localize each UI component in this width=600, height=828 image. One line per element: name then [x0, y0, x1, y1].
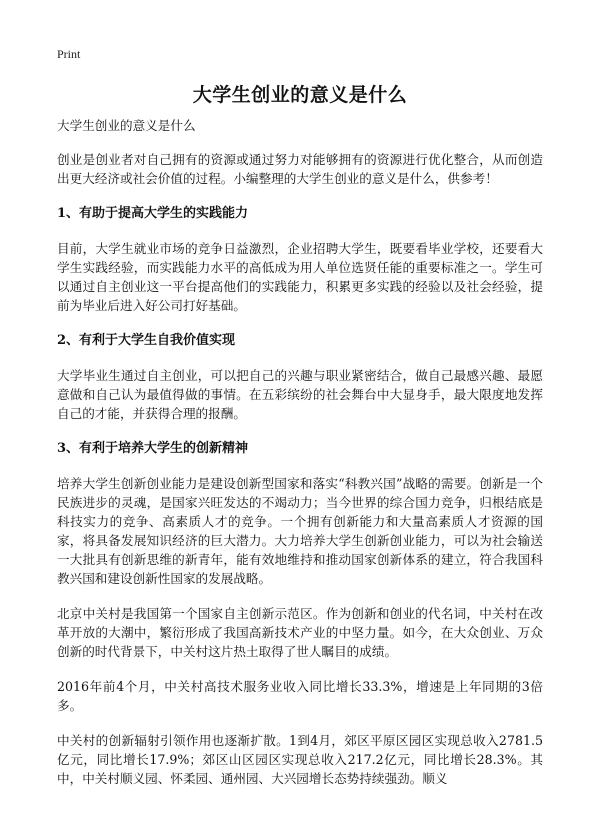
section-heading-3: 3、有利于培养大学生的创新精神 — [57, 441, 249, 456]
document-title: 大学生创业的意义是什么 — [192, 84, 408, 106]
section-3-paragraph-2: 北京中关村是我国第一个国家自主创新示范区。作为创新和创业的代名词，中关村在改革开放的大潮中，繁衍形成了我国高新技术产业的中坚力量。如今，在大众创业、万众创新的时代背景下，中关村这片热土取得了世人瞩目的成绩。 — [57, 606, 543, 659]
section-2-paragraph-1: 大学毕业生通过自主创业，可以把自己的兴趣与职业紧密结合，做自己最感兴趣、最愿意做和自己认为最值得做的事情。在五彩缤纷的社会舞台中大显身手，最大限度地发挥自己的才能，并获得合理的报酬。 — [57, 368, 543, 421]
print-link[interactable]: Print — [57, 47, 81, 61]
section-3-paragraph-3: 2016年前4个月，中关村高技术服务业收入同比增长33.3%，增速是上年同期的3倍多。 — [57, 679, 543, 713]
section-3-paragraph-1: 培养大学生创新创业能力是建设创新型国家和落实“科教兴国”战略的需要。创新是一个民族进步的灵魂，是国家兴旺发达的不竭动力；当今世界的综合国力竞争，归根结底是科技实力的竞争、高素质人才的竞争。一个拥有创新能力和大量高素质人才资源的国家，将具备发展知识经济的巨大潜力。大力培养大学生创新创业能力，可以为社会输送一大批具有创新思维的新青年，能有效地维持和推动国家创新体系的建立，符合我国科教兴国和建设创新性国家的发展战略。 — [57, 476, 543, 586]
intro-paragraph: 创业是创业者对自己拥有的资源或通过努力对能够拥有的资源进行优化整合，从而创造出更大经济或社会价值的过程。小编整理的大学生创业的意义是什么，供参考！ — [57, 152, 543, 186]
document-subtitle: 大学生创业的意义是什么 — [57, 118, 196, 133]
document-body — [57, 116, 543, 804]
section-heading-1: 1、有助于提高大学生的实践能力 — [57, 206, 249, 221]
section-1-paragraph-1: 目前，大学生就业市场的竞争日益激烈，企业招聘大学生，既要看毕业学校，还要看大学生实践经验，而实践能力水平的高低成为用人单位选贤任能的重要标准之一。学生可以通过自主创业这一平台提高他们的实践能力，积累更多实践的经验以及社会经验，提前为毕业后进入好公司打好基础。 — [57, 241, 543, 313]
section-heading-2: 2、有利于大学生自我价值实现 — [57, 333, 236, 348]
section-3-paragraph-4: 中关村的创新辐射引领作用也逐渐扩散。1到4月，郊区平原区园区实现总收入2781.5亿元，同比增长17.9%；郊区山区园区实现总收入217.2亿元，同比增长28.3%。其中，中关村顺义园、怀柔园、通州园、大兴园增长态势持续强劲。顺义 — [57, 733, 543, 786]
